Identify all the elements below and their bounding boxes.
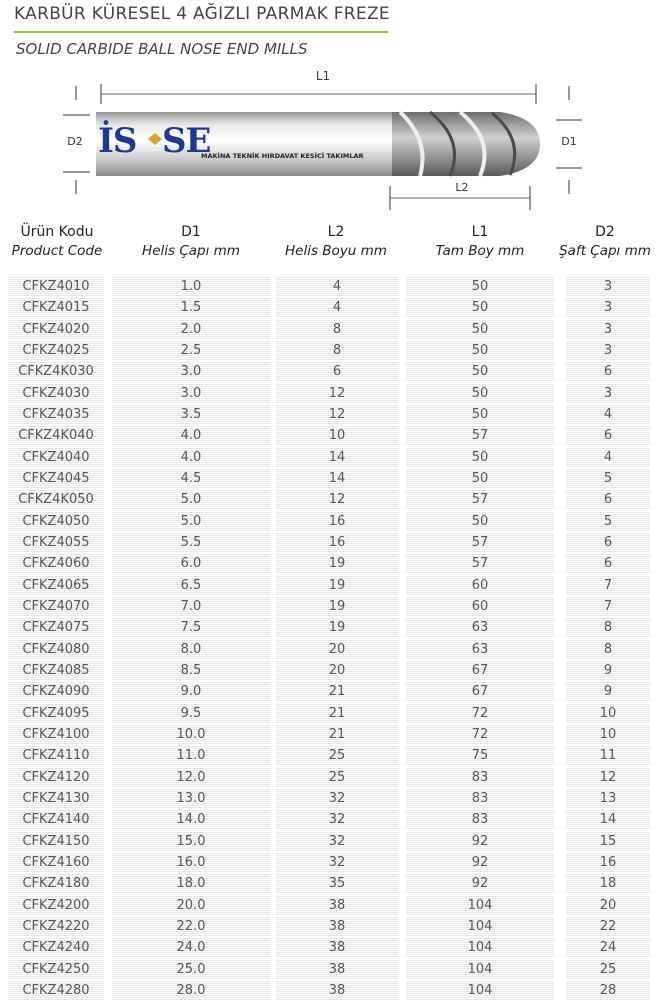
cell-l2: 35 [276, 873, 398, 893]
cell-d1: 9.5 [112, 703, 270, 723]
cell-product-code: CFKZ4240 [8, 937, 104, 957]
table-row [0, 596, 656, 617]
cell-d1: 12.0 [112, 767, 270, 787]
cell-product-code: CFKZ4030 [8, 383, 104, 403]
cell-d1: 2.0 [112, 319, 270, 339]
cell-l2: 20 [276, 660, 398, 680]
cell-l2: 19 [276, 617, 398, 637]
cell-l1: 50 [406, 404, 554, 424]
cell-l2: 19 [276, 596, 398, 616]
svg-text:İS: İS [98, 121, 137, 161]
dimension-l1 [101, 70, 536, 104]
cell-d2: 11 [566, 745, 650, 765]
cell-product-code: CFKZ4K040 [8, 425, 104, 445]
cell-l2: 19 [276, 575, 398, 595]
cell-d2: 5 [566, 511, 650, 531]
cell-product-code: CFKZ4140 [8, 809, 104, 829]
label-l2: L2 [455, 181, 469, 194]
cell-d2: 22 [566, 916, 650, 936]
cell-d2: 3 [566, 340, 650, 360]
header-d1: D1 Helis Çapı mm [142, 224, 240, 259]
cell-product-code: CFKZ4035 [8, 404, 104, 424]
cell-d1: 5.0 [112, 511, 270, 531]
cell-l2: 8 [276, 340, 398, 360]
cell-d1: 8.0 [112, 639, 270, 659]
cell-l2: 25 [276, 745, 398, 765]
cell-product-code: CFKZ4K030 [8, 361, 104, 381]
cell-d2: 14 [566, 809, 650, 829]
table-row [0, 404, 656, 425]
cell-l1: 50 [406, 383, 554, 403]
cell-d1: 6.0 [112, 553, 270, 573]
table-row [0, 639, 656, 660]
cell-l1: 67 [406, 681, 554, 701]
cell-l2: 16 [276, 532, 398, 552]
cell-l1: 63 [406, 617, 554, 637]
cell-d1: 7.5 [112, 617, 270, 637]
cell-d2: 7 [566, 596, 650, 616]
cell-l1: 50 [406, 276, 554, 296]
table-row [0, 553, 656, 574]
cell-d1: 14.0 [112, 809, 270, 829]
cell-d2: 4 [566, 447, 650, 467]
cell-l1: 75 [406, 745, 554, 765]
cell-d1: 28.0 [112, 980, 270, 1000]
table-row [0, 532, 656, 553]
cell-l1: 72 [406, 703, 554, 723]
cell-d2: 13 [566, 788, 650, 808]
cell-d2: 3 [566, 297, 650, 317]
table-row [0, 895, 656, 916]
cell-l1: 57 [406, 532, 554, 552]
table-row [0, 489, 656, 510]
cell-product-code: CFKZ4110 [8, 745, 104, 765]
cell-l1: 104 [406, 895, 554, 915]
cell-l2: 20 [276, 639, 398, 659]
cell-l1: 50 [406, 297, 554, 317]
cell-d2: 20 [566, 895, 650, 915]
cell-product-code: CFKZ4065 [8, 575, 104, 595]
header-l2: L2 Helis Boyu mm [285, 224, 387, 259]
cell-l2: 21 [276, 724, 398, 744]
cell-d1: 3.5 [112, 404, 270, 424]
title-english: SOLID CARBIDE BALL NOSE END MILLS [16, 40, 308, 58]
cell-d2: 25 [566, 959, 650, 979]
table-row [0, 767, 656, 788]
cell-l2: 32 [276, 788, 398, 808]
cell-d1: 6.5 [112, 575, 270, 595]
cell-d1: 18.0 [112, 873, 270, 893]
cell-d1: 8.5 [112, 660, 270, 680]
cell-product-code: CFKZ4180 [8, 873, 104, 893]
dimension-d2 [63, 86, 90, 194]
cell-d2: 6 [566, 553, 650, 573]
table-row [0, 916, 656, 937]
cell-l2: 32 [276, 809, 398, 829]
table-row [0, 468, 656, 489]
cell-d2: 3 [566, 383, 650, 403]
cell-d1: 25.0 [112, 959, 270, 979]
cell-l1: 63 [406, 639, 554, 659]
cell-d1: 10.0 [112, 724, 270, 744]
table-row [0, 724, 656, 745]
table-row [0, 852, 656, 873]
cell-product-code: CFKZ4220 [8, 916, 104, 936]
table-row [0, 788, 656, 809]
cell-l1: 83 [406, 809, 554, 829]
cell-d1: 24.0 [112, 937, 270, 957]
cell-product-code: CFKZ4095 [8, 703, 104, 723]
cell-l2: 25 [276, 767, 398, 787]
cell-l2: 38 [276, 980, 398, 1000]
cell-product-code: CFKZ4055 [8, 532, 104, 552]
cell-d1: 22.0 [112, 916, 270, 936]
cell-l2: 8 [276, 319, 398, 339]
cell-product-code: CFKZ4080 [8, 639, 104, 659]
header-l1: L1 Tam Boy mm [435, 224, 525, 259]
table-row [0, 447, 656, 468]
cell-d1: 5.0 [112, 489, 270, 509]
table-row [0, 319, 656, 340]
cell-d2: 12 [566, 767, 650, 787]
cell-l1: 50 [406, 340, 554, 360]
cell-l1: 50 [406, 319, 554, 339]
table-row [0, 340, 656, 361]
cell-l2: 38 [276, 895, 398, 915]
table-row [0, 660, 656, 681]
cell-l1: 60 [406, 575, 554, 595]
cell-l1: 83 [406, 767, 554, 787]
table-row [0, 425, 656, 446]
cell-l2: 14 [276, 447, 398, 467]
cell-product-code: CFKZ4160 [8, 852, 104, 872]
product-table [0, 276, 656, 1001]
cell-d1: 16.0 [112, 852, 270, 872]
cell-l1: 104 [406, 980, 554, 1000]
cell-l1: 50 [406, 361, 554, 381]
title-turkish: KARBÜR KÜRESEL 4 AĞIZLI PARMAK FREZE [14, 4, 390, 24]
cell-d2: 24 [566, 937, 650, 957]
cell-l1: 104 [406, 916, 554, 936]
cell-l1: 50 [406, 447, 554, 467]
cell-l2: 19 [276, 553, 398, 573]
cell-product-code: CFKZ4200 [8, 895, 104, 915]
cell-d2: 6 [566, 489, 650, 509]
cell-product-code: CFKZ4130 [8, 788, 104, 808]
cell-product-code: CFKZ4150 [8, 831, 104, 851]
header-product-code: Ürün Kodu Product Code [11, 224, 103, 259]
cell-product-code: CFKZ4120 [8, 767, 104, 787]
table-row [0, 873, 656, 894]
cell-product-code: CFKZ4070 [8, 596, 104, 616]
cell-d2: 28 [566, 980, 650, 1000]
cell-d2: 8 [566, 639, 650, 659]
svg-text:SE: SE [162, 121, 211, 161]
cell-product-code: CFKZ4K050 [8, 489, 104, 509]
table-row [0, 361, 656, 382]
table-row [0, 703, 656, 724]
table-row [0, 831, 656, 852]
cell-d1: 1.5 [112, 297, 270, 317]
cell-l2: 6 [276, 361, 398, 381]
cell-product-code: CFKZ4040 [8, 447, 104, 467]
cell-l1: 57 [406, 489, 554, 509]
cell-d2: 4 [566, 404, 650, 424]
cell-d1: 3.0 [112, 383, 270, 403]
cell-product-code: CFKZ4085 [8, 660, 104, 680]
cell-product-code: CFKZ4020 [8, 319, 104, 339]
cell-d1: 3.0 [112, 361, 270, 381]
cell-product-code: CFKZ4090 [8, 681, 104, 701]
cell-product-code: CFKZ4015 [8, 297, 104, 317]
cell-product-code: CFKZ4100 [8, 724, 104, 744]
cell-d1: 4.5 [112, 468, 270, 488]
cell-d1: 5.5 [112, 532, 270, 552]
cell-l2: 12 [276, 404, 398, 424]
header-d2: D2 Şaft Çapı mm [559, 224, 651, 259]
table-row [0, 575, 656, 596]
cell-product-code: CFKZ4045 [8, 468, 104, 488]
cell-d1: 13.0 [112, 788, 270, 808]
cell-l2: 4 [276, 297, 398, 317]
cell-product-code: CFKZ4075 [8, 617, 104, 637]
cell-l1: 57 [406, 425, 554, 445]
cell-d2: 3 [566, 319, 650, 339]
cell-d2: 10 [566, 703, 650, 723]
cell-d2: 9 [566, 681, 650, 701]
cell-d2: 7 [566, 575, 650, 595]
cell-d1: 20.0 [112, 895, 270, 915]
cell-l1: 92 [406, 831, 554, 851]
cell-d1: 9.0 [112, 681, 270, 701]
cell-l1: 50 [406, 468, 554, 488]
cell-d2: 6 [566, 425, 650, 445]
table-row [0, 809, 656, 830]
cell-l2: 21 [276, 681, 398, 701]
cell-d1: 2.5 [112, 340, 270, 360]
cell-product-code: CFKZ4060 [8, 553, 104, 573]
title-divider [14, 31, 388, 33]
cell-product-code: CFKZ4280 [8, 980, 104, 1000]
cell-l1: 60 [406, 596, 554, 616]
table-row [0, 681, 656, 702]
dimension-d1 [556, 86, 582, 194]
cell-l1: 104 [406, 959, 554, 979]
cell-product-code: CFKZ4010 [8, 276, 104, 296]
cell-d2: 6 [566, 361, 650, 381]
end-mill-diagram [0, 70, 656, 215]
logo-tagline: MAKİNA TEKNİK HIRDAVAT KESİCİ TAKIMLAR [201, 152, 364, 160]
cell-product-code: CFKZ4250 [8, 959, 104, 979]
cell-l1: 92 [406, 852, 554, 872]
cell-l2: 38 [276, 916, 398, 936]
table-row [0, 276, 656, 297]
cell-l1: 50 [406, 511, 554, 531]
table-row [0, 511, 656, 532]
cell-d1: 15.0 [112, 831, 270, 851]
table-row [0, 745, 656, 766]
table-row [0, 959, 656, 980]
cell-d2: 15 [566, 831, 650, 851]
cell-d1: 4.0 [112, 447, 270, 467]
cell-l2: 38 [276, 959, 398, 979]
table-row [0, 937, 656, 958]
cell-l1: 57 [406, 553, 554, 573]
cell-l1: 104 [406, 937, 554, 957]
cell-d2: 8 [566, 617, 650, 637]
cell-d1: 1.0 [112, 276, 270, 296]
cell-l2: 12 [276, 489, 398, 509]
cell-l1: 67 [406, 660, 554, 680]
cell-l1: 83 [406, 788, 554, 808]
cell-d2: 6 [566, 532, 650, 552]
cell-d2: 16 [566, 852, 650, 872]
cell-l1: 92 [406, 873, 554, 893]
cell-d2: 9 [566, 660, 650, 680]
cell-l2: 21 [276, 703, 398, 723]
cell-d2: 3 [566, 276, 650, 296]
table-row [0, 297, 656, 318]
cell-d2: 5 [566, 468, 650, 488]
cell-l2: 10 [276, 425, 398, 445]
cell-product-code: CFKZ4050 [8, 511, 104, 531]
cell-l2: 4 [276, 276, 398, 296]
cell-l2: 38 [276, 937, 398, 957]
cell-d1: 11.0 [112, 745, 270, 765]
label-d2: D2 [67, 135, 83, 148]
cell-l2: 14 [276, 468, 398, 488]
label-l1: L1 [315, 70, 331, 83]
cell-d1: 7.0 [112, 596, 270, 616]
label-d1: D1 [561, 135, 577, 148]
dimension-l2 [390, 181, 530, 210]
cell-l2: 32 [276, 852, 398, 872]
cell-d2: 18 [566, 873, 650, 893]
cell-product-code: CFKZ4025 [8, 340, 104, 360]
cell-d2: 10 [566, 724, 650, 744]
cell-l2: 12 [276, 383, 398, 403]
cell-d1: 4.0 [112, 425, 270, 445]
table-row [0, 617, 656, 638]
table-row [0, 383, 656, 404]
cell-l1: 72 [406, 724, 554, 744]
cell-l2: 16 [276, 511, 398, 531]
cell-l2: 32 [276, 831, 398, 851]
table-row [0, 980, 656, 1001]
